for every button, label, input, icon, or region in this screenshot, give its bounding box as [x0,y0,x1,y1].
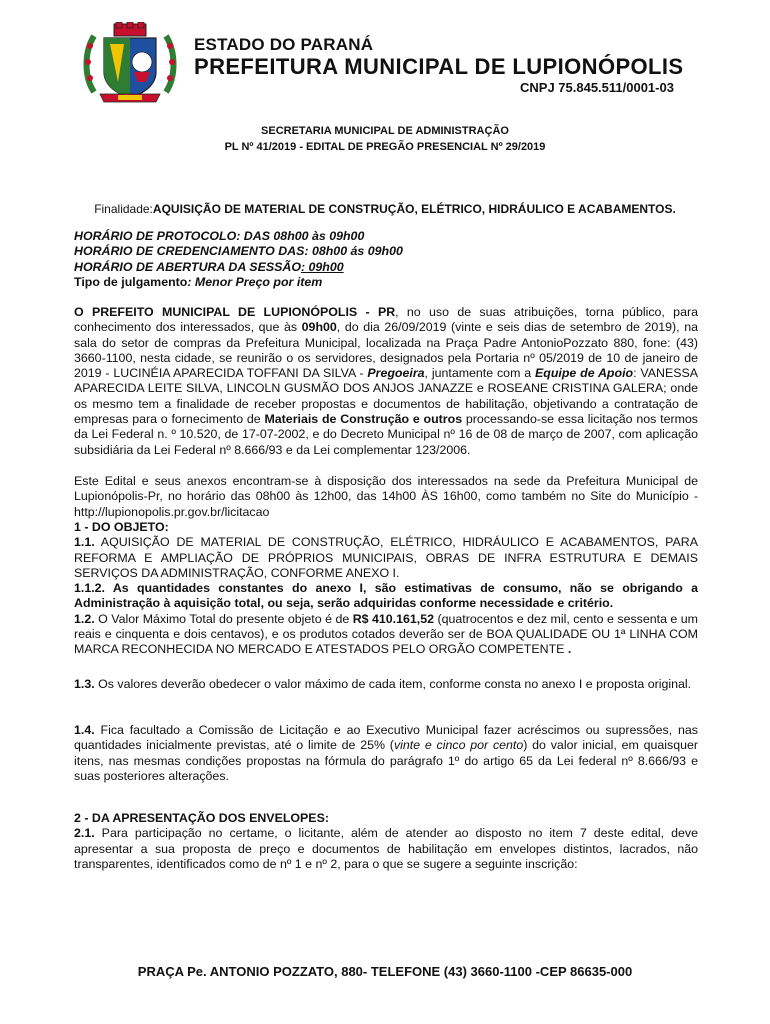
horarios-block [74,229,698,290]
finalidade-text: AQUISIÇÃO DE MATERIAL DE CONSTRUÇÃO, ELÉTRICO, HIDRÁULICO E ACABAMENTOS. [152,202,676,216]
title-secretaria: SECRETARIA MUNICIPAL DE ADMINISTRAÇÃO [261,125,509,137]
intro-materiais: Materiais de Construção e outros [264,412,463,427]
item-1-2-num: 1.2. [74,611,95,626]
tipo-julgamento-value: : Menor Preço por item [187,274,323,289]
intro-text-1: , no uso de suas atribuições, torna público, para conhecimento dos interessados, que às [74,305,698,335]
tipo-julgamento-label: Tipo de julgamento [74,274,188,289]
item-1-2-text-1: O Valor Máximo Total do presente objeto é de [94,611,353,626]
item-1-3-num: 1.3. [74,677,95,691]
item-1-1-num: 1.1. [74,535,95,550]
anexos-paragraph: Este Edital e seus anexos encontram-se à disposição dos interessados na sede da Prefeitura Municipal de Lupionópolis-Pr, no horário das 08h00 às 12h00, das 14h00 ÀS 16h00, como também no Site do Município - http://lupionopolis.pr.gov.br/licitacao [74,474,698,519]
envelopes-heading: 2 - DA APRESENTAÇÃO DOS ENVELOPES: [74,811,329,825]
item-1-1 [74,535,698,581]
intro-equipe: Equipe de Apoio [534,366,634,381]
item-1-1-text: AQUISIÇÃO DE MATERIAL DE CONSTRUÇÃO, ELÉTRICO, HIDRÁULICO E ACABAMENTOS, PARA REFORMA E AMPLIAÇÃO DE PRÓPRIOS MUNICIPAIS, OBRAS DE INFRA ESTRUTURA E DEMAIS SERVIÇOS DA ADMINISTRAÇÃO, CONFORME ANEXO I. [74,535,698,580]
intro-hora: 09h00 [301,320,337,335]
intro-text-2: , do dia 26/09/2019 (vinte e seis dias de setembro de 2019), na sala do setor de compras da Prefeitura Municipal, localizada na Praça Padre AntonioPozzato 880, fone: (43) 3660-1100, nesta cidade, se reunirão o os servidores, designados pela Portaria nº 05/2019 de 10 de janeiro de 2019 - LUCINÉIA APARECIDA TOFFANI DA SILVA - [74,320,699,381]
finalidade-line [0,202,770,216]
item-1-4-text-1: Fica facultado a Comissão de Licitação e ao Executivo Municipal fazer acréscimos ou supressões, nas quantidades inicialmente previstas, até o limite de 25% ( [74,723,698,753]
objeto-section [74,520,698,658]
horario-abertura-value: : 09h00 [300,259,344,274]
horario-credenciamento: HORÁRIO DE CREDENCIAMENTO DAS: 08h00 ás 09h00 [74,244,403,259]
item-1-3 [74,677,698,692]
finalidade-label: Finalidade: [94,202,153,216]
item-1-2-end: . [567,642,572,657]
item-1-2-text-2: (quatrocentos e dez mil, cento e sessenta e um reais e cinquenta e dois centavos), e os produtos cotados deverão ser de BOA QUALIDADE OU 1ª LINHA COM MARCA RECONHECIDA NO MERCADO E ATESTADOS PELO ORGÃO COMPETENTE [74,611,698,657]
header-state: ESTADO DO PARANÁ [194,35,374,54]
tipo-julgamento [74,275,698,290]
intro-lead: O PREFEITO MUNICIPAL DE LUPIONÓPOLIS - PR [74,305,396,319]
item-1-4-text-2: ) do valor inicial, em quaisquer itens, nas mesmas condições propostas na fórmula do parágrafo 1º do artigo 65 da Lei federal nº 8.666/93 e suas posteriores alterações. [74,738,698,783]
envelopes-section [74,811,698,872]
horario-abertura [74,260,698,275]
item-1-4-num: 1.4. [74,723,95,737]
item-1-2-valor: R$ 410.161,52 [352,611,435,626]
horario-abertura-label: HORÁRIO DE ABERTURA DA SESSÃO [74,259,301,274]
item-2-1-text: Para participação no certame, o licitante, além de atender ao disposto no item 7 deste edital, deve apresentar a sua proposta de preço e documentos de habilitação em envelopes distintos, lacrados, não transparentes, identificados como de nº 1 e nº 2, para o que se sugere a seguinte inscrição: [74,826,698,871]
item-1-3-text: Os valores deverão obedecer o valor máximo de cada item, conforme consta no anexo I e proposta original. [94,677,692,691]
item-1-2 [74,612,698,658]
title-edital: PL Nº 41/2019 - EDITAL DE PREGÃO PRESENCIAL Nº 29/2019 [224,141,546,153]
header-cnpj: CNPJ 75.845.511/0001-03 [520,80,674,95]
intro-text-3: , juntamente com a [424,366,535,381]
item-1-4-italic: vinte e cinco por cento [393,738,524,753]
item-2-1 [74,826,698,872]
item-2-1-num: 2.1. [74,826,95,841]
intro-text-5: processando-se essa licitação nos termos da Lei Federal n. º 10.520, de 17-07-2002, e do Decreto Municipal nº 16 de 08 de março de 2007, com aplicação subsidiária da Lei Federal nº 8.666/93 e da Lei complementar 123/2006. [74,412,698,457]
intro-paragraph [74,305,698,458]
footer-address: PRAÇA Pe. ANTONIO POZZATO, 880- TELEFONE (43) 3660-1100 -CEP 86635-000 [137,964,633,979]
objeto-heading: 1 - DO OBJETO: [74,520,169,534]
intro-pregoeira: Pregoeira [367,366,425,381]
header-prefeitura: PREFEITURA MUNICIPAL DE LUPIONÓPOLIS [194,54,684,79]
item-1-1-2: 1.1.2. As quantidades constantes do anexo I, são estimativas de consumo, não se obrigando a Administração à aquisição total, ou seja, serão adquiridas conforme necessidade e critério. [74,581,698,611]
coat-of-arms-icon [80,22,180,106]
item-1-4 [74,723,698,784]
horario-protocolo: HORÁRIO DE PROTOCOLO: DAS 08h00 às 09h00 [74,229,365,243]
intro-text-4: : VANESSA APARECIDA LEITE SILVA, LINCOLN GUSMÃO DOS ANJOS JANAZZE e ROSEANE CRISTINA GALERA; onde os mesmo tem a finalidade de receber propostas e documentos de habilitação, objetivando a contratação de empresas para o fornecimento de [74,366,698,427]
